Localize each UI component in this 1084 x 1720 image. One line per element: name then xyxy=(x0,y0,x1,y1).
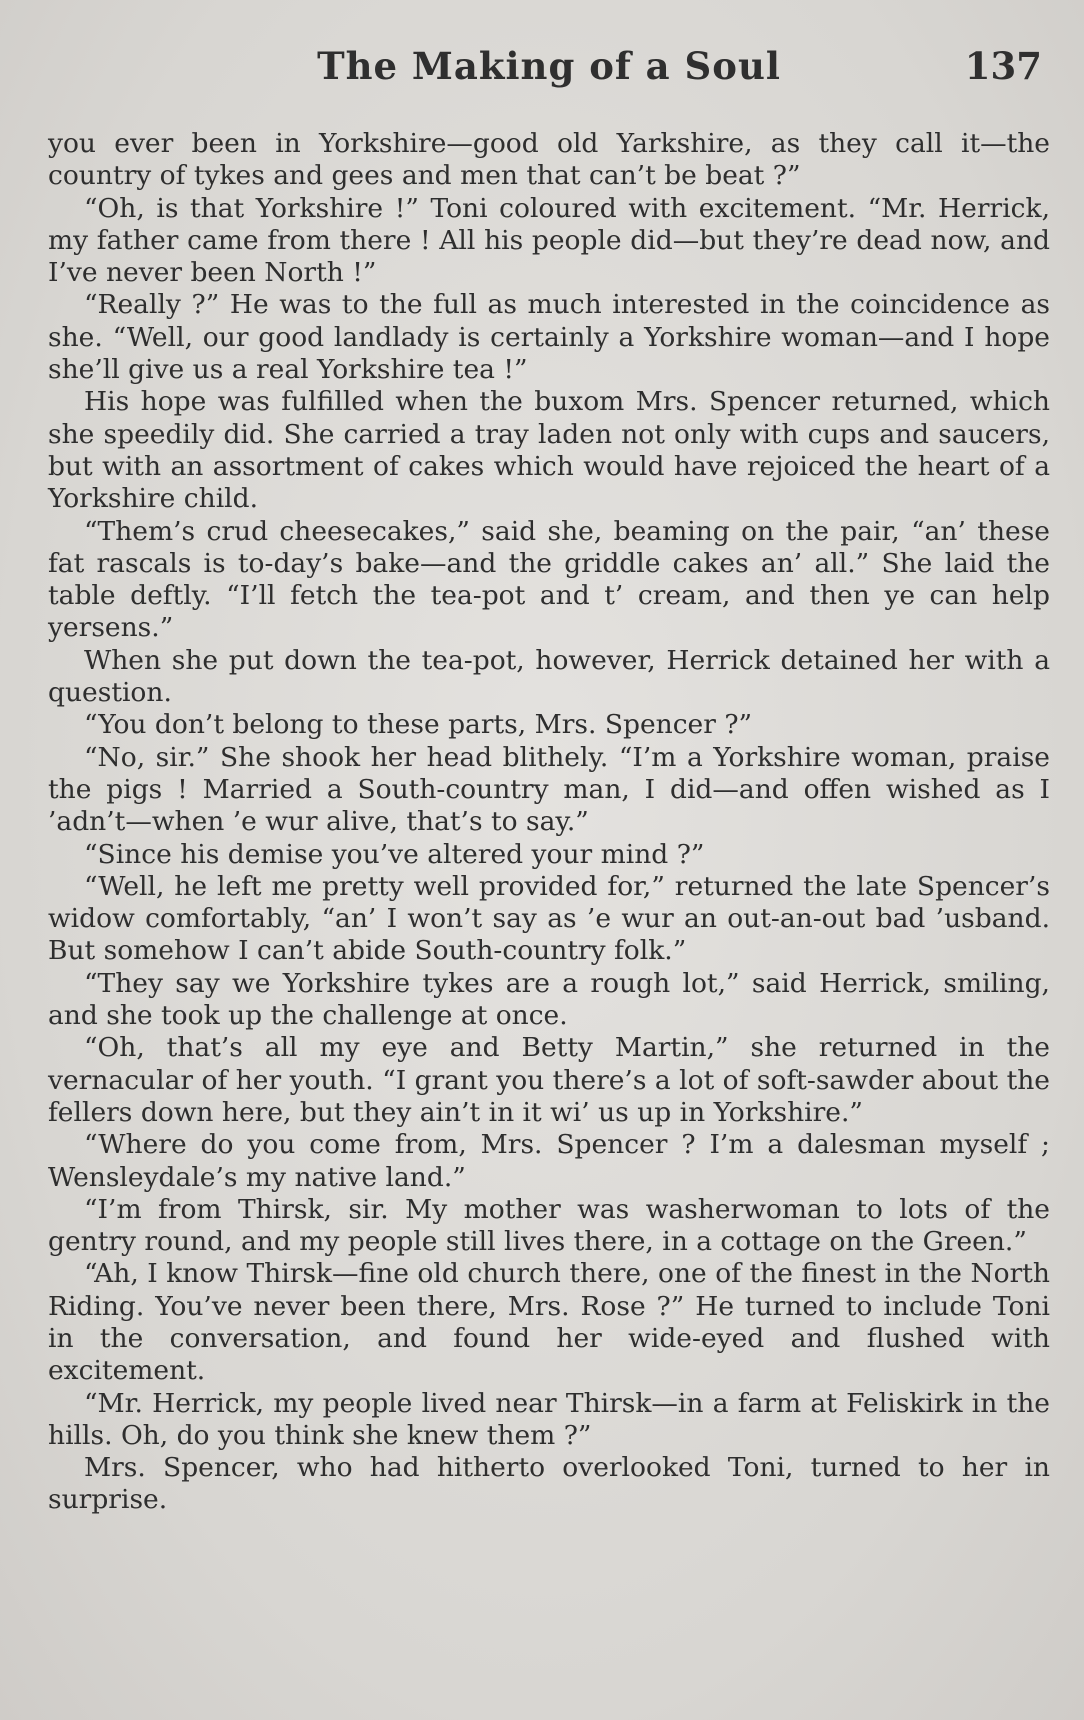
paragraph: “They say we Yorkshire tykes are a rough lot,” said Herrick, smiling, and she took up the challenge at once. xyxy=(48,967,1050,1032)
paragraph: His hope was fulfilled when the buxom Mrs. Spencer returned, which she speedily did. She carried a tray laden not only with cups and saucers, but with an assortment of cakes which would have rejoiced the heart of a Yorkshire child. xyxy=(48,386,1050,515)
paragraph: “Oh, is that Yorkshire !” Toni coloured with excitement. “Mr. Herrick, my father came from there ! All his people did—but they’re dead now, and I’ve never been North !” xyxy=(48,192,1050,289)
paragraph: “Them’s crud cheesecakes,” said she, beaming on the pair, “an’ these fat rascals is to-day’s bake—and the griddle cakes an’ all.” She laid the table deftly. “I’ll fetch the tea-pot and t’ cream, and then ye can help yersens.” xyxy=(48,515,1050,644)
page-header xyxy=(48,44,1050,128)
paragraph: Mrs. Spencer, who had hitherto overlooked Toni, turned to her in surprise. xyxy=(48,1452,1050,1516)
page-number: 137 xyxy=(964,44,1042,88)
paragraph: “I’m from Thirsk, sir. My mother was washerwoman to lots of the gentry round, and my people still lives there, in a cottage on the Green.” xyxy=(48,1193,1050,1258)
paragraph: “Since his demise you’ve altered your mind ?” xyxy=(84,838,705,870)
paragraph: “Well, he left me pretty well provided for,” returned the late Spencer’s widow comfortably, “an’ I won’t say as ’e wur an out-an-out bad ’usband. But somehow I can’t abide South-country folk.” xyxy=(48,870,1050,967)
paragraph: “Really ?” He was to the full as much interested in the coincidence as she. “Well, our good landlady is certainly a Yorkshire woman—and I hope she’ll give us a real Yorkshire tea !” xyxy=(48,289,1050,386)
paragraph: “No, sir.” She shook her head blithely. “I’m a Yorkshire woman, praise the pigs ! Married a South-country man, I did—and offen wished as I ’adn’t—when ’e wur alive, that’s to say.” xyxy=(48,741,1050,838)
paragraph: “Ah, I know Thirsk—fine old church there, one of the finest in the North Riding. You’ve never been there, Mrs. Rose ?” He turned to include Toni in the conversation, and found her wide-eyed and flushed with excitement. xyxy=(48,1258,1050,1387)
paragraph: you ever been in Yorkshire—good old Yarkshire, as they call it—the country of tykes and gees and men that can’t be beat ?” xyxy=(48,128,1050,192)
paragraph: When she put down the tea-pot, however, Herrick detained her with a question. xyxy=(48,644,1050,709)
paragraph: “You don’t belong to these parts, Mrs. Spencer ?” xyxy=(84,709,753,741)
running-title: The Making of a Soul xyxy=(317,44,781,88)
paragraph: “Where do you come from, Mrs. Spencer ? I’m a dalesman myself ; Wensleydale’s my native land.” xyxy=(48,1129,1050,1193)
paragraph: “Oh, that’s all my eye and Betty Martin,” she returned in the vernacular of her youth. “I grant you there’s a lot of soft-sawder about the fellers down here, but they ain’t in it wi’ us up in Yorkshire.” xyxy=(48,1032,1050,1128)
paragraph: “Mr. Herrick, my people lived near Thirsk—in a farm at Feliskirk in the hills. Oh, do you think she knew them ?” xyxy=(48,1387,1050,1451)
body-text xyxy=(48,128,1050,1517)
